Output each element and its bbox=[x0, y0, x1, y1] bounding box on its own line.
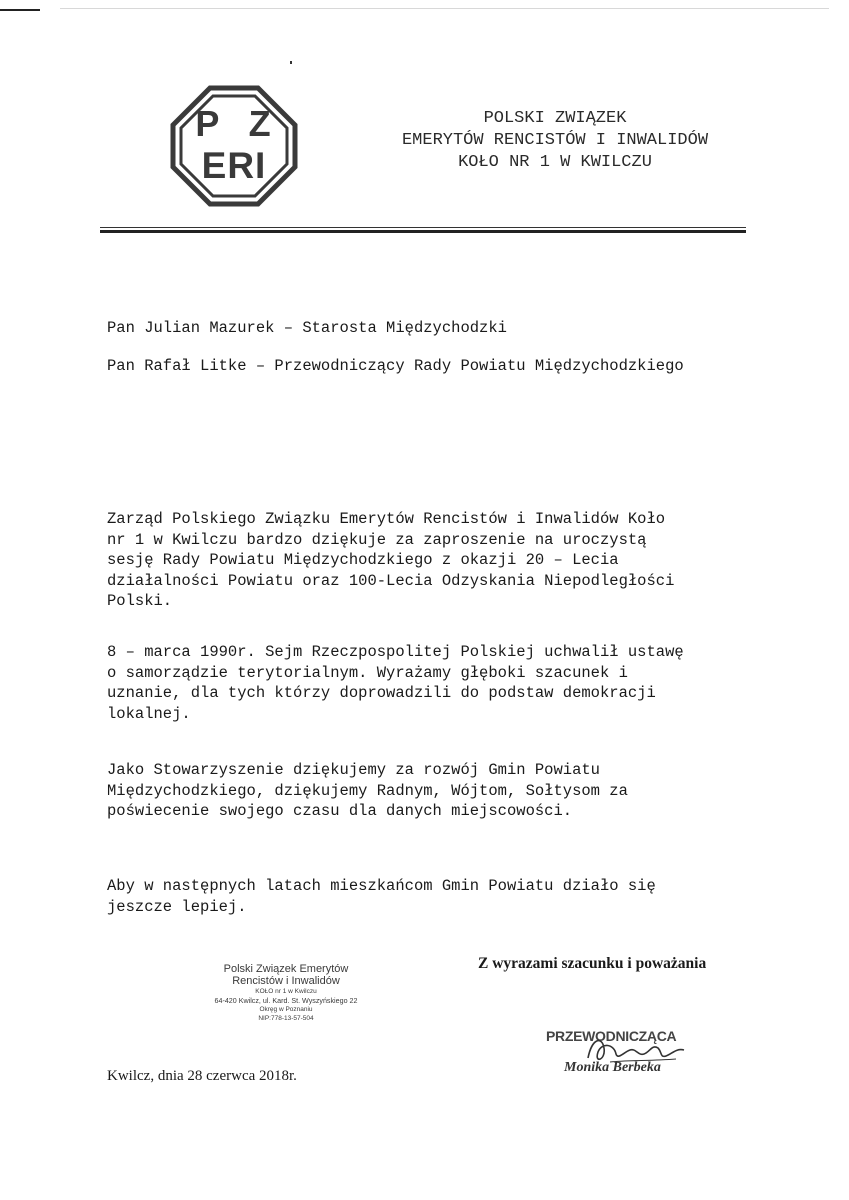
signature-role: PRZEWODNICZĄCA bbox=[546, 1028, 677, 1044]
scan-edge-mark bbox=[0, 9, 40, 11]
organization-stamp bbox=[196, 963, 376, 1023]
addressee-starosta: Pan Julian Mazurek – Starosta Międzychodzki bbox=[107, 319, 507, 337]
place-and-date: Kwilcz, dnia 28 czerwca 2018r. bbox=[107, 1068, 297, 1084]
stamp-line-4: 64-420 Kwilcz, ul. Kard. St. Wyszyńskiego 22 bbox=[214, 996, 358, 1005]
signature-block bbox=[540, 1025, 710, 1085]
logo-text-eri: ERI bbox=[201, 145, 267, 186]
stamp-line-1: Polski Związek Emerytów bbox=[223, 963, 349, 975]
body-paragraph-history: 8 – marca 1990r. Sejm Rzeczpospolitej Polskiej uchwalił ustawę o samorządzie terytorialnym. Wyrażamy głęboki szacunek i uznanie, dla tych którzy doprowadzili do podstaw demokracji lokalnej. bbox=[107, 643, 684, 723]
body-paragraph-wishes: Aby w następnych latach mieszkańcom Gmin Powiatu działo się jeszcze lepiej. bbox=[107, 877, 656, 916]
stamp-line-2: Rencistów i Inwalidów bbox=[232, 975, 340, 987]
body-paragraph-thanks: Zarząd Polskiego Związku Emerytów Rencistów i Inwalidów Koło nr 1 w Kwilczu bardzo dziękuje za zaproszenie na uroczystą sesję Rady Powiatu Międzychodzkiego z okazji 20 – Lecia działalności Powiatu oraz 100-Lecia Odzyskania Niepodległości Polski. bbox=[107, 510, 675, 610]
stamp-line-3: KOŁO nr 1 w Kwilczu bbox=[255, 988, 317, 995]
header-line-1: POLSKI ZWIĄZEK bbox=[483, 109, 627, 128]
scan-top-line bbox=[60, 8, 829, 9]
header-line-2: EMERYTÓW RENCISTÓW I INWALIDÓW bbox=[401, 131, 709, 150]
logo-text-pz: P Z bbox=[195, 103, 281, 144]
pzeri-logo bbox=[170, 85, 298, 207]
header-rule-thin bbox=[100, 227, 746, 228]
header-line-3: KOŁO NR 1 W KWILCZU bbox=[458, 153, 652, 172]
organization-header bbox=[360, 108, 750, 174]
scan-speck bbox=[290, 61, 292, 64]
stamp-line-6: NIP:778-13-57-504 bbox=[258, 1015, 314, 1022]
addressee-przewodniczacy: Pan Rafał Litke – Przewodniczący Rady Powiatu Międzychodzkiego bbox=[107, 357, 684, 375]
closing-salutation: Z wyrazami szacunku i poważania bbox=[478, 955, 707, 972]
signature-name: Monika Berbeka bbox=[564, 1060, 661, 1075]
stamp-line-5: Okręg w Poznaniu bbox=[259, 1006, 313, 1013]
header-rule-thick bbox=[100, 230, 746, 233]
body-paragraph-gratitude: Jako Stowarzyszenie dziękujemy za rozwój Gmin Powiatu Międzychodzkiego, dziękujemy Radnym, Wójtom, Sołtysom za poświecenie swojego czasu dla danych miejscowości. bbox=[107, 761, 628, 820]
